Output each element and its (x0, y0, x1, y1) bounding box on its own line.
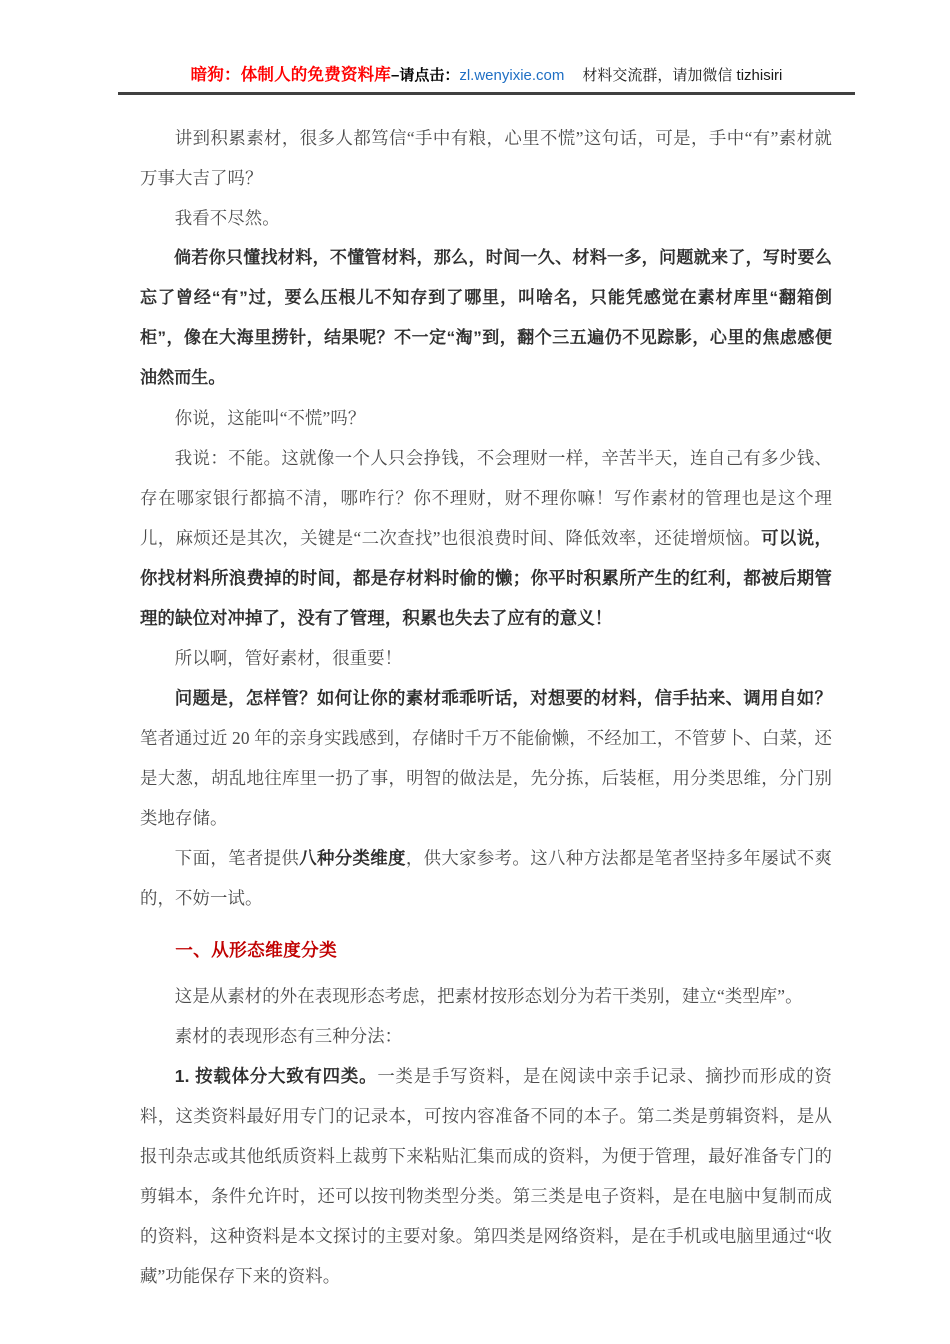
paragraph-3-emphasis: 倘若你只懂找材料，不懂管材料，那么，时间一久、材料一多，问题就来了，写时要么忘了曾经“有”过，要么压根儿不知存到了哪里，叫啥名，只能凭感觉在素材库里“翻箱倒柜”，像在大海里捞针，结果呢？不一定“淘”到，翻个三五遍仍不见踪影，心里的焦虑感便油然而生。 (140, 248, 832, 387)
paragraph-9: 这是从素材的外在表现形态考虑，把素材按形态划分为若干类别，建立“类型库”。 (174, 986, 803, 1006)
paragraph-11-run-1-emphasis: 1. 按载体分大致有四类。 (174, 1066, 378, 1086)
document-body (140, 118, 832, 1296)
site-name-label: 暗狗：体制人的免费资料库 (190, 66, 391, 84)
wechat-group-note: 材料交流群，请加微信 tizhisiri (582, 67, 783, 84)
paragraph-5 (140, 438, 832, 638)
resource-site-link[interactable]: zl.wenyixie.com (459, 67, 565, 84)
paragraph-7 (140, 678, 832, 838)
paragraph-7-run-2: 笔者通过近 20 年的亲身实践感到，存储时千万不能偷懒，不经加工，不管萝卜、白菜，还是大葱，胡乱地往库里一扔了事，明智的做法是，先分拣，后装框，用分类思维，分门别类地存储。 (140, 728, 832, 828)
paragraph-8-run-3: ，供大家参考。这八种方法都是笔者坚持多年屡试不爽的，不妨一试。 (140, 848, 832, 908)
paragraph-6: 所以啊，管好素材，很重要！ (174, 648, 403, 668)
header-divider-rule (118, 92, 855, 95)
paragraph-10: 素材的表现形态有三种分法： (174, 1026, 403, 1046)
click-prompt-label: –请点击： (391, 67, 460, 84)
paragraph-1: 讲到积累素材，很多人都笃信“手中有粮，心里不慌”这句话，可是，手中“有”素材就万事大吉了吗？ (140, 128, 832, 188)
paragraph-5-run-2-emphasis: 可以说，你找材料所浪费掉的时间，都是存材料时偷的懒；你平时积累所产生的红利，都被后期管理的缺位对冲掉了，没有了管理，积累也失去了应有的意义！ (140, 528, 832, 628)
paragraph-5-run-1: 我说：不能。这就像一个人只会挣钱，不会理财一样，辛苦半天，连自己有多少钱、存在哪家银行都搞不清，哪咋行？你不理财，财不理你嘛！写作素材的管理也是这个理儿，麻烦还是其次，关键是“二次查找”也很浪费时间、降低效率，还徒增烦恼。 (140, 448, 832, 548)
paragraph-11-run-2: 一类是手写资料，是在阅读中亲手记录、摘抄而形成的资料，这类资料最好用专门的记录本，可按内容准备不同的本子。第二类是剪辑资料，是从报刊杂志或其他纸质资料上裁剪下来粘贴汇集而成的资料，为便于管理，最好准备专门的剪辑本，条件允许时，还可以按刊物类型分类。第三类是电子资料，是在电脑中复制而成的资料，这种资料是本文探讨的主要对象。第四类是网络资料，是在手机或电脑里通过“收藏”功能保存下来的资料。 (140, 1066, 832, 1286)
paragraph-2: 我看不尽然。 (174, 208, 280, 228)
paragraph-11 (140, 1056, 832, 1296)
header-text-line (118, 60, 855, 91)
paragraph-4: 你说，这能叫“不慌”吗？ (174, 408, 366, 428)
page-header-banner (118, 60, 855, 96)
paragraph-7-run-1-emphasis: 问题是，怎样管？如何让你的素材乖乖听话，对想要的材料，信手拈来、调用自如？ (174, 688, 832, 708)
paragraph-8-run-1: 下面，笔者提供 (174, 848, 300, 868)
paragraph-8 (140, 838, 832, 918)
paragraph-8-run-2-emphasis: 八种分类维度 (299, 848, 406, 868)
section-heading-1: 一、从形态维度分类 (175, 940, 338, 960)
